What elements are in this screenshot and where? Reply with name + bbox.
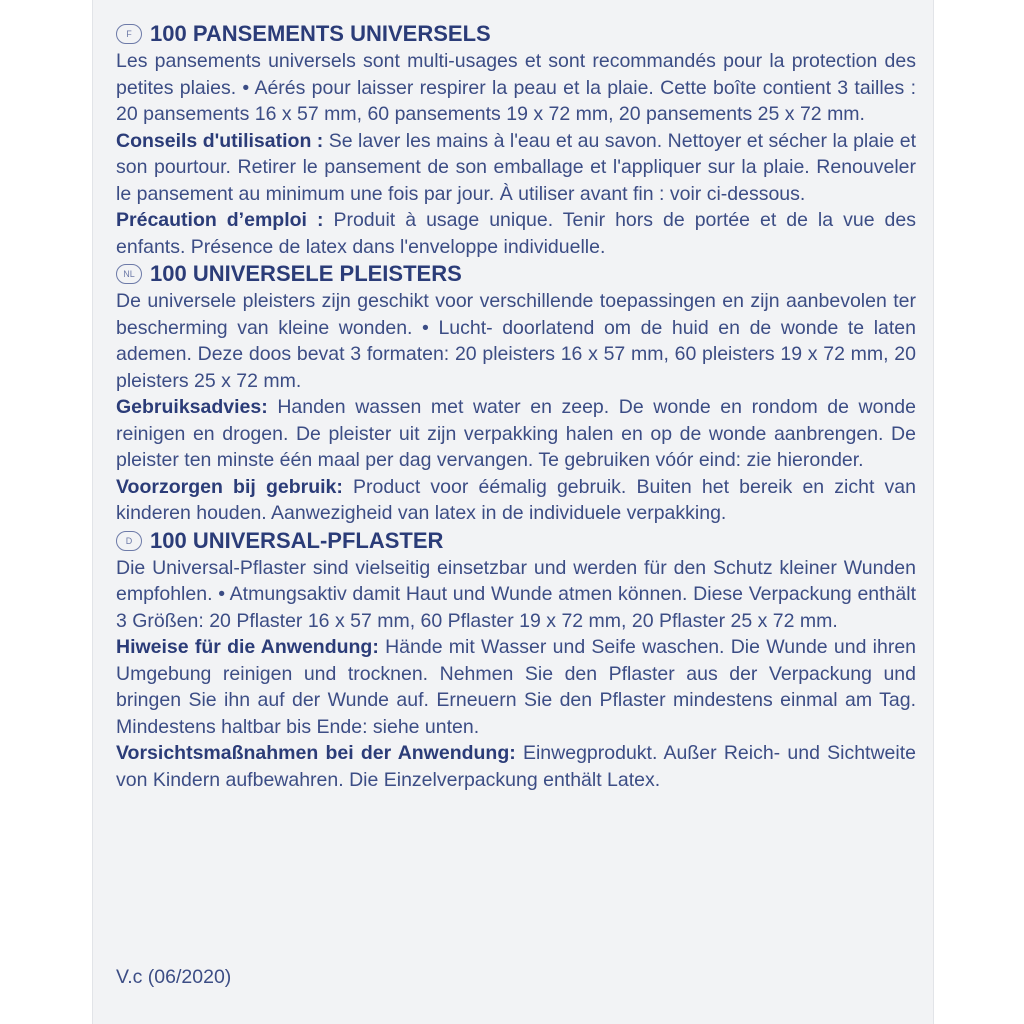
usage-instructions (116, 128, 916, 208)
usage-label: Gebruiksadvies: (116, 396, 268, 418)
precautions (116, 207, 916, 260)
leaflet-content (116, 20, 916, 793)
language-badge: F (116, 24, 142, 44)
section-title: 100 PANSEMENTS UNIVERSELS (150, 21, 491, 46)
section-title: 100 UNIVERSELE PLEISTERS (150, 261, 462, 286)
caution-text: Product voor éémalig gebruik. Buiten het bereik en zicht van kinderen houden. Aanwezigheid van latex in de individuele verpakking. (116, 475, 916, 524)
section-heading (116, 20, 916, 48)
precautions (116, 474, 916, 527)
usage-label: Conseils d'utilisation : (116, 129, 324, 152)
usage-text: Se laver les mains à l'eau et au savon. Nettoyer et sécher la plaie et son pourtour. Retirer le pansement de son emballage et l'appliquer sur la plaie. Renouveler le pansement au minimum une fois par jour. À utiliser avant fin : voir ci-dessous. (116, 129, 916, 205)
usage-instructions (116, 634, 916, 740)
usage-text: Hände mit Wasser und Seife waschen. Die Wunde und ihren Umgebung reinigen und trocknen. Nehmen Sie den Pflaster aus der Verpackung und bringen Sie ihn auf der Wunde auf. Erneuern Sie den Pflaster mindestens einmal am Tag. Mindestens haltbar bis Ende: siehe unten. (116, 636, 917, 738)
product-description: Les pansements universels sont multi-usages et sont recommandés pour la protection des petites plaies. • Aérés pour laisser respirer la peau et la plaie. Cette boîte contient 3 tailles : 20 pansements 16 x 57 mm, 60 pansements 19 x 72 mm, 20 pansements 25 x 72 mm. (116, 50, 916, 125)
usage-text: Handen wassen met water en zeep. De wonde en rondom de wonde reinigen en drogen. De pleister uit zijn verpakking halen en op de wonde aanbrengen. De pleister ten minste één maal per dag vervangen. Te gebruiken vóór eind: zie hieronder. (116, 396, 916, 471)
section-german (116, 527, 916, 794)
caution-text: Produit à usage unique. Tenir hors de portée et de la vue des enfants. Présence de latex dans l'enveloppe individuelle. (116, 209, 916, 258)
language-badge: D (116, 531, 142, 551)
section-heading (116, 527, 916, 555)
caution-label: Précaution d’emploi : (116, 209, 324, 231)
caution-label: Vorsichtsmaßnahmen bei der Anwendung: (116, 742, 516, 764)
usage-instructions (116, 394, 916, 474)
caution-label: Voorzorgen bij gebruik: (116, 475, 343, 498)
product-description: De universele pleisters zijn geschikt voor verschillende toepassingen en zijn aanbevolen ter bescherming van kleine wonden. • Lucht- doorlatend om de huid en de wonde te laten ademen. Deze doos bevat 3 formaten: 20 pleisters 16 x 57 mm, 60 pleisters 19 x 72 mm, 20 pleisters 25 x 72 mm. (116, 290, 916, 392)
section-heading (116, 260, 916, 288)
caution-text: Einwegprodukt. Außer Reich- und Sichtweite von Kindern aufbewahren. Die Einzelverpackung enthält Latex. (116, 742, 916, 791)
language-badge: NL (116, 264, 142, 284)
usage-label: Hiweise für die Anwendung: (116, 636, 379, 658)
version-code: V.c (06/2020) (116, 966, 232, 988)
precautions (116, 740, 916, 793)
section-french (116, 20, 916, 260)
section-dutch (116, 260, 916, 527)
section-title: 100 UNIVERSAL-PFLASTER (150, 527, 444, 553)
product-description: Die Universal-Pflaster sind vielseitig einsetzbar und werden für den Schutz kleiner Wunden empfohlen. • Atmungsaktiv damit Haut und Wunde atmen können. Diese Verpackung enthält 3 Größen: 20 Pflaster 16 x 57 mm, 60 Pflaster 19 x 72 mm, 20 Pflaster 25 x 72 mm. (116, 556, 916, 632)
